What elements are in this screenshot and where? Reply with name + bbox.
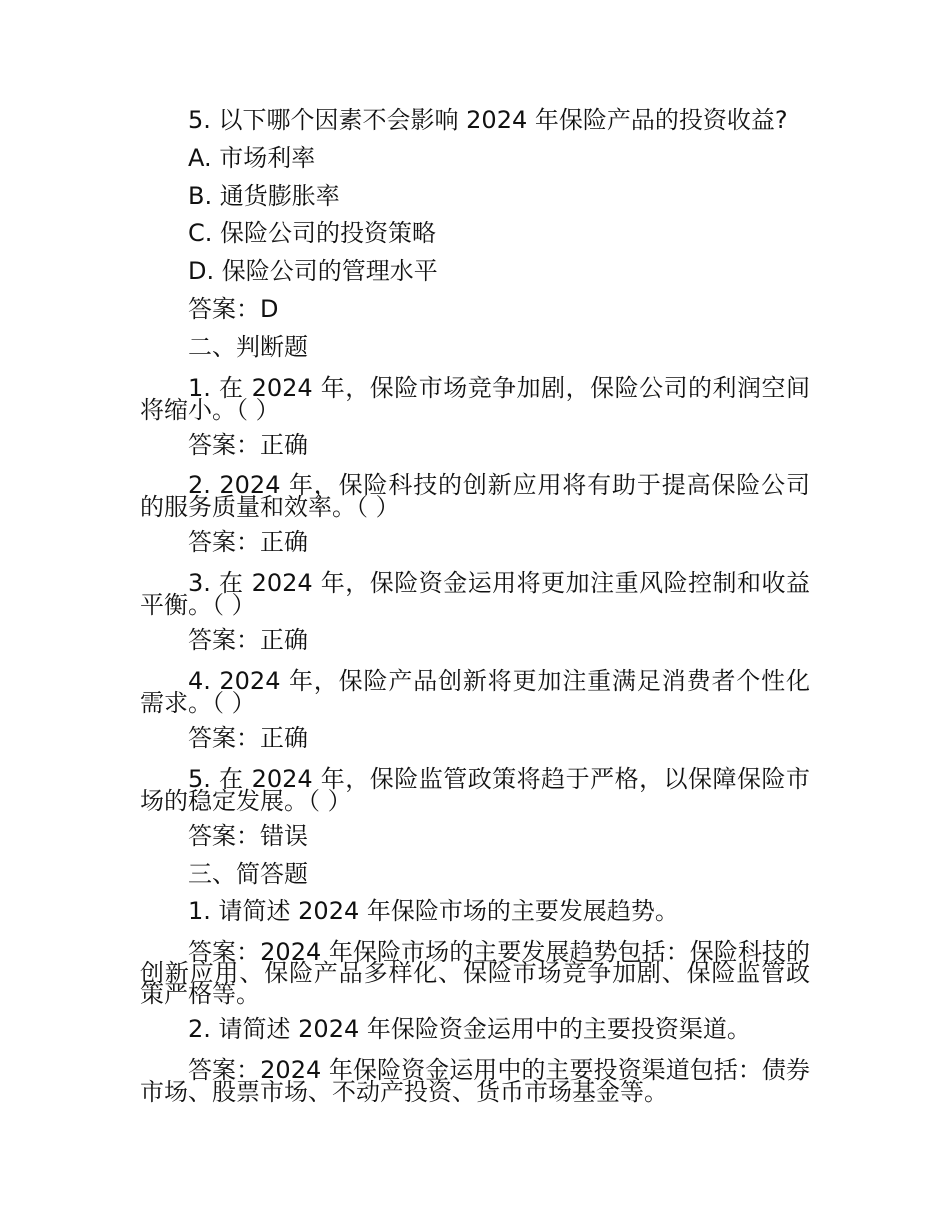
question-tf-1: 1. 在 2024 年，保险市场竞争加剧，保险公司的利润空间将缩小。（ ） [140,373,810,424]
section-heading-short-answer: 三、简答题 [188,859,308,888]
answer-sa-1: 答案：2024 年保险市场的主要发展趋势包括：保险科技的创新应用、保险产品多样化、保险市场竞争加剧、保险监管政策严格等。 [140,938,810,1009]
option-b: B. 通货膨胀率 [188,181,340,210]
question-tf-3: 3. 在 2024 年，保险资金运用将更加注重风险控制和收益平衡。（ ） [140,569,810,620]
question-tf-4: 4. 2024 年，保险产品创新将更加注重满足消费者个性化需求。（ ） [140,666,810,717]
question-sa-1: 1. 请简述 2024 年保险市场的主要发展趋势。 [188,897,679,926]
answer-tf-1: 答案：正确 [188,430,308,459]
option-c: C. 保险公司的投资策略 [188,219,437,248]
question-tf-5: 5. 在 2024 年，保险监管政策将趋于严格，以保障保险市场的稳定发展。（ ） [140,764,810,815]
answer-tf-2: 答案：正确 [188,528,308,557]
answer-mc-5: 答案：D [188,294,279,323]
section-heading-judgement: 二、判断题 [188,332,308,361]
answer-tf-3: 答案：正确 [188,626,308,655]
option-a: A. 市场利率 [188,143,316,172]
question-sa-2: 2. 请简述 2024 年保险资金运用中的主要投资渠道。 [188,1015,751,1044]
answer-tf-5: 答案：错误 [188,821,308,850]
question-mc-5: 5. 以下哪个因素不会影响 2024 年保险产品的投资收益? [188,106,788,134]
question-tf-2: 2. 2024 年，保险科技的创新应用将有助于提高保险公司的服务质量和效率。（ ） [140,471,810,522]
document-body [140,102,810,1109]
option-d: D. 保险公司的管理水平 [188,257,438,286]
answer-tf-4: 答案：正确 [188,723,308,752]
answer-sa-2: 答案：2024 年保险资金运用中的主要投资渠道包括：债券市场、股票市场、不动产投资、货币市场基金等。 [140,1055,810,1106]
